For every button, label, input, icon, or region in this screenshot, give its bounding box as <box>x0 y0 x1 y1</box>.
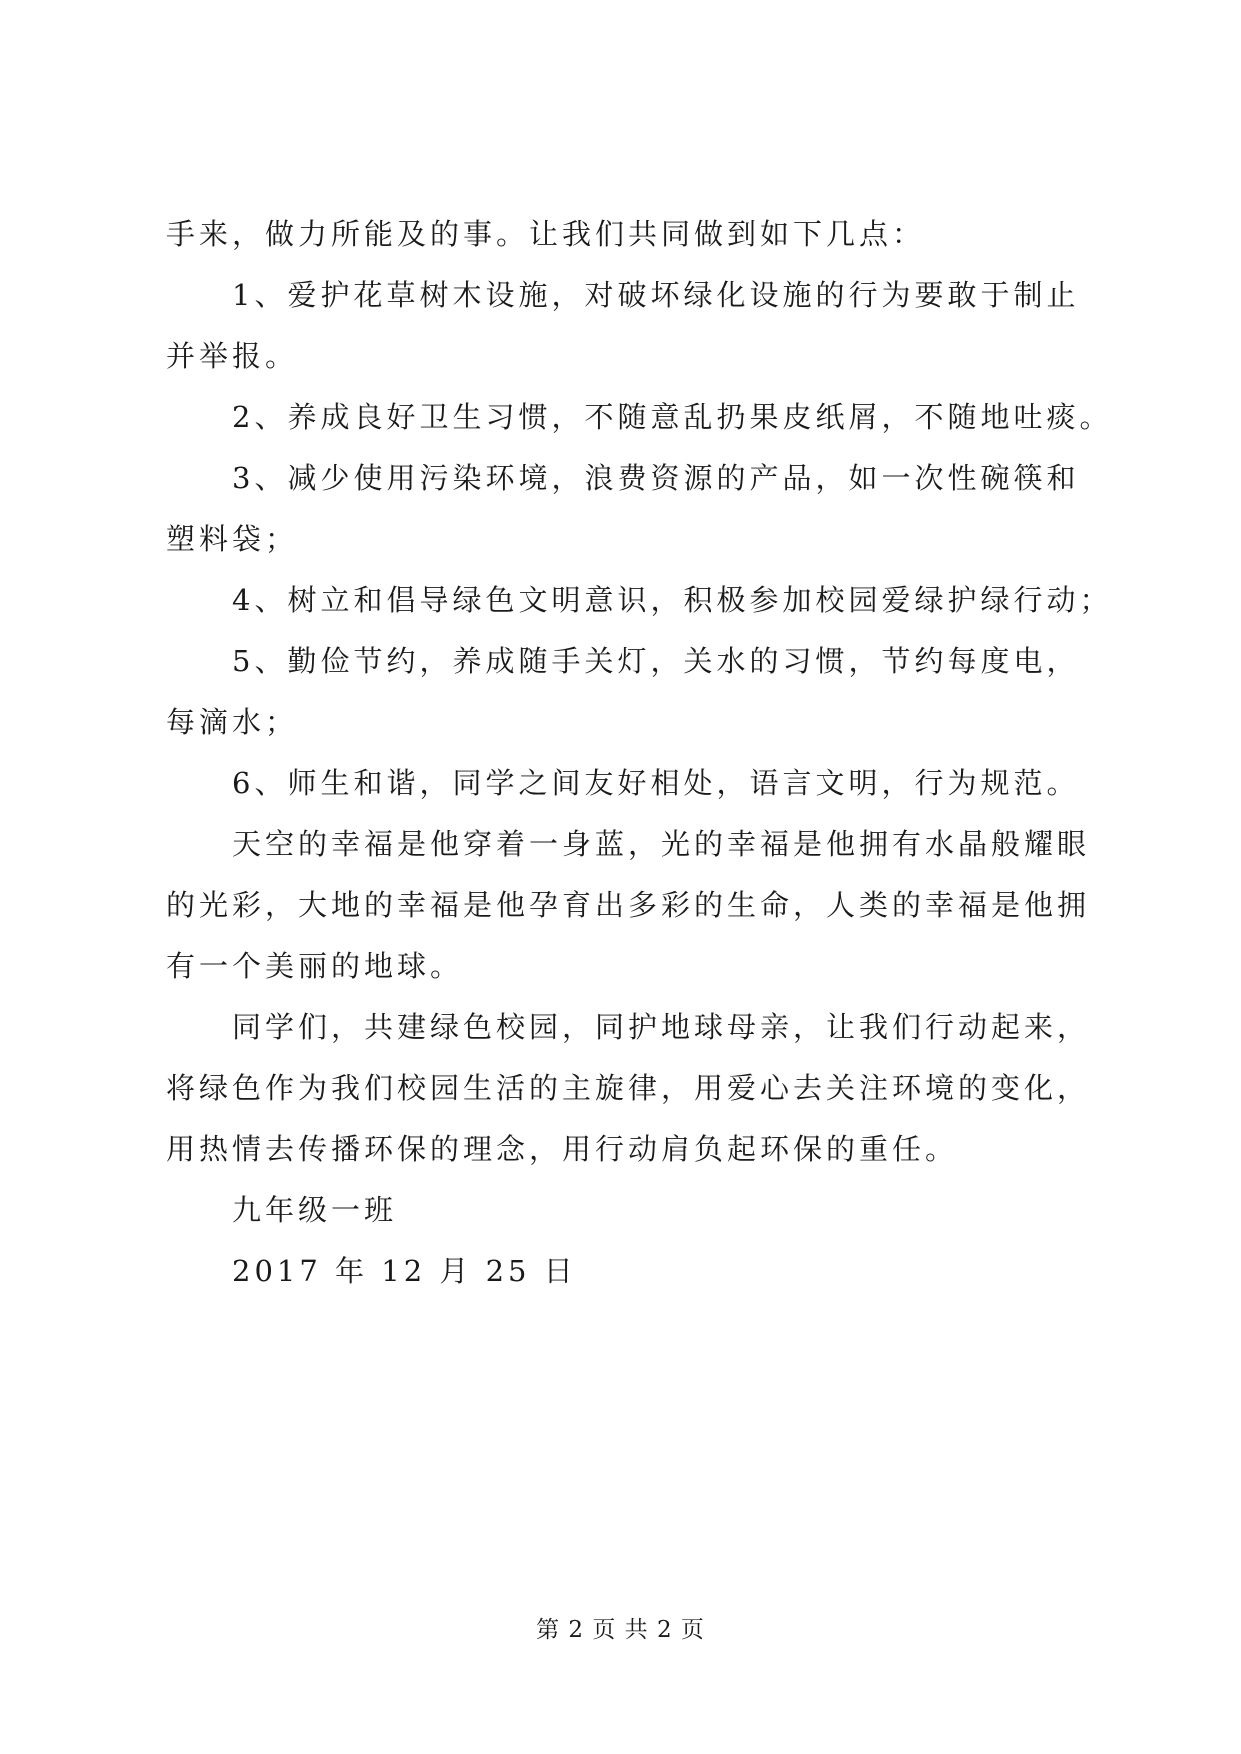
text-line: 并举报。 <box>166 339 299 373</box>
text-line: 每滴水； <box>166 705 299 739</box>
text-line: 天空的幸福是他穿着一身蓝，光的幸福是他拥有水晶般耀眼 <box>232 827 1091 861</box>
page-number-footer: 第 2 页 共 2 页 <box>536 1617 705 1643</box>
signature-date: 2017 年 12 月 25 日 <box>232 1254 577 1288</box>
document-body <box>166 204 1113 1302</box>
text-line: 同学们，共建绿色校园，同护地球母亲，让我们行动起来， <box>232 1010 1091 1044</box>
text-line: 4、树立和倡导绿色文明意识，积极参加校园爱绿护绿行动； <box>232 583 1113 617</box>
text-line: 3、减少使用污染环境，浪费资源的产品，如一次性碗筷和 <box>232 461 1080 495</box>
signature-class: 九年级一班 <box>232 1193 398 1227</box>
text-line: 手来，做力所能及的事。让我们共同做到如下几点： <box>166 217 926 251</box>
text-line: 有一个美丽的地球。 <box>166 949 464 983</box>
text-line: 2、养成良好卫生习惯，不随意乱扔果皮纸屑，不随地吐痰。 <box>232 400 1113 434</box>
text-line: 塑料袋； <box>166 522 299 556</box>
text-line: 的光彩，大地的幸福是他孕育出多彩的生命，人类的幸福是他拥 <box>166 888 1091 922</box>
text-line: 1、爱护花草树木设施，对破坏绿化设施的行为要敢于制止 <box>232 278 1080 312</box>
text-line: 用热情去传播环保的理念，用行动肩负起环保的重任。 <box>166 1132 959 1166</box>
text-line: 5、勤俭节约，养成随手关灯，关水的习惯，节约每度电， <box>232 644 1080 678</box>
text-line: 6、师生和谐，同学之间友好相处，语言文明，行为规范。 <box>232 766 1080 800</box>
text-line: 将绿色作为我们校园生活的主旋律，用爱心去关注环境的变化， <box>166 1071 1091 1105</box>
